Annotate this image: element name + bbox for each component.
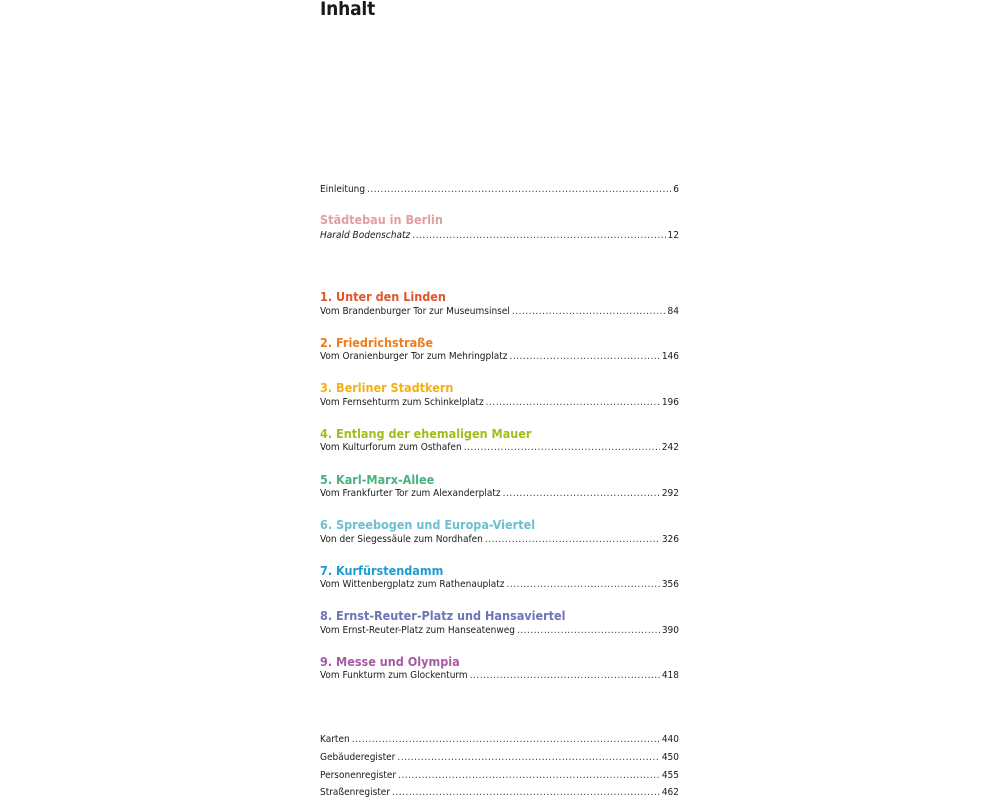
appendix-label: Gebäuderegister bbox=[320, 752, 396, 763]
chapter-entry[interactable] bbox=[320, 534, 679, 546]
appendix-label: Personenregister bbox=[320, 770, 397, 781]
dot-leader bbox=[398, 770, 660, 782]
chapter-entry[interactable] bbox=[320, 670, 679, 682]
toc-page-number: 6 bbox=[673, 184, 679, 195]
appendix-entry[interactable] bbox=[320, 752, 679, 764]
dot-leader bbox=[412, 230, 665, 242]
dot-leader bbox=[509, 351, 659, 363]
dot-leader bbox=[352, 734, 660, 746]
dot-leader bbox=[503, 488, 660, 500]
chapter-title[interactable]: 7. Kurfürstendamm bbox=[320, 563, 444, 578]
toc-page-number: 196 bbox=[661, 397, 679, 408]
toc-page-number: 146 bbox=[661, 351, 679, 362]
chapter-title[interactable]: 8. Ernst-Reuter-Platz und Hansaviertel bbox=[320, 608, 566, 623]
chapter-subtitle: Vom Fernsehturm zum Schinkelplatz bbox=[320, 397, 484, 408]
chapter-entry[interactable] bbox=[320, 442, 679, 454]
toc-page-number: 462 bbox=[661, 787, 679, 798]
toc-page-number: 356 bbox=[661, 579, 679, 590]
essay-author: Harald Bodenschatz bbox=[320, 230, 411, 241]
page-title: Inhalt bbox=[320, 0, 376, 20]
essay-title[interactable]: Städtebau in Berlin bbox=[320, 212, 443, 227]
appendix-entry[interactable] bbox=[320, 787, 679, 799]
appendix-label: Karten bbox=[320, 734, 350, 745]
toc-page-number: 440 bbox=[661, 734, 679, 745]
chapter-title[interactable]: 2. Friedrichstraße bbox=[320, 335, 433, 350]
chapter-entry[interactable] bbox=[320, 306, 679, 318]
dot-leader bbox=[397, 752, 659, 764]
toc-page-number: 418 bbox=[661, 670, 679, 681]
dot-leader bbox=[470, 670, 660, 682]
chapter-entry[interactable] bbox=[320, 579, 679, 591]
chapter-subtitle: Vom Frankfurter Tor zum Alexanderplatz bbox=[320, 488, 501, 499]
toc-page-number: 390 bbox=[661, 625, 679, 636]
appendix-label: Straßenregister bbox=[320, 787, 391, 798]
chapter-subtitle: Vom Brandenburger Tor zur Museumsinsel bbox=[320, 306, 510, 317]
toc-page-number: 84 bbox=[667, 306, 679, 317]
appendix-entry[interactable] bbox=[320, 734, 679, 746]
chapter-title[interactable]: 6. Spreebogen und Europa-Viertel bbox=[320, 517, 536, 532]
toc-page-number: 450 bbox=[661, 752, 679, 763]
chapter-entry[interactable] bbox=[320, 488, 679, 500]
chapter-entry[interactable] bbox=[320, 397, 679, 409]
toc-page-number: 12 bbox=[667, 230, 679, 241]
chapter-subtitle: Von der Siegessäule zum Nordhafen bbox=[320, 534, 483, 545]
toc-entry-essay[interactable] bbox=[320, 230, 679, 242]
chapter-title[interactable]: 4. Entlang der ehemaligen Mauer bbox=[320, 426, 532, 441]
chapter-title[interactable]: 3. Berliner Stadtkern bbox=[320, 380, 454, 395]
toc-page-number: 455 bbox=[661, 770, 679, 781]
dot-leader bbox=[392, 787, 660, 799]
toc-page-number: 292 bbox=[661, 488, 679, 499]
chapter-entry[interactable] bbox=[320, 625, 679, 637]
appendix-entry[interactable] bbox=[320, 770, 679, 782]
chapter-subtitle: Vom Ernst-Reuter-Platz zum Hanseatenweg bbox=[320, 625, 515, 636]
dot-leader bbox=[464, 442, 660, 454]
dot-leader bbox=[367, 184, 671, 196]
dot-leader bbox=[517, 625, 660, 637]
chapter-title[interactable]: 9. Messe und Olympia bbox=[320, 654, 460, 669]
toc-entry-intro[interactable] bbox=[320, 184, 679, 196]
chapter-title[interactable]: 5. Karl-Marx-Allee bbox=[320, 472, 435, 487]
chapter-subtitle: Vom Kulturforum zum Osthafen bbox=[320, 442, 462, 453]
chapter-subtitle: Vom Wittenbergplatz zum Rathenauplatz bbox=[320, 579, 505, 590]
dot-leader bbox=[486, 397, 660, 409]
chapter-subtitle: Vom Funkturm zum Glockenturm bbox=[320, 670, 468, 681]
toc-page-number: 326 bbox=[661, 534, 679, 545]
dot-leader bbox=[485, 534, 660, 546]
chapter-title[interactable]: 1. Unter den Linden bbox=[320, 289, 446, 304]
chapter-entry[interactable] bbox=[320, 351, 679, 363]
toc-entry-label: Einleitung bbox=[320, 184, 366, 195]
dot-leader bbox=[512, 306, 666, 318]
chapter-subtitle: Vom Oranienburger Tor zum Mehringplatz bbox=[320, 351, 508, 362]
toc-page-number: 242 bbox=[661, 442, 679, 453]
dot-leader bbox=[507, 579, 660, 591]
